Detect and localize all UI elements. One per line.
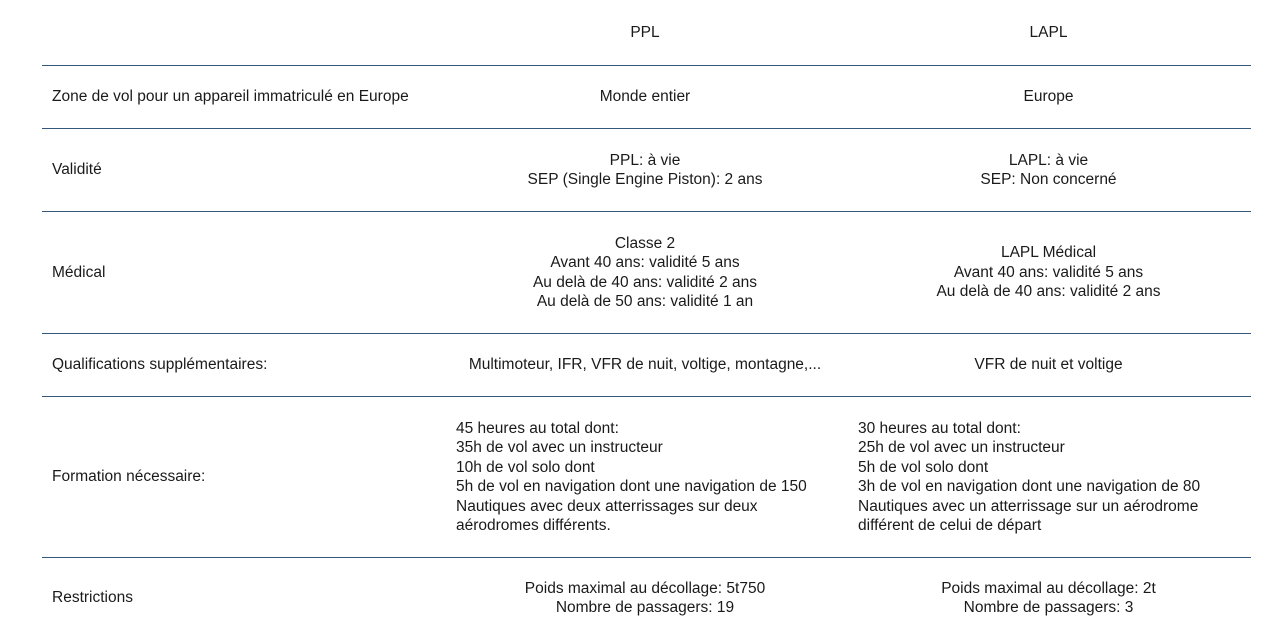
row-label: Qualifications supplémentaires:: [52, 356, 268, 374]
table-row-validite: [42, 129, 1251, 212]
ppl-cell: [444, 87, 846, 107]
lapl-cell: [846, 419, 1251, 536]
ppl-line: Multimoteur, IFR, VFR de nuit, voltige, montagne,...: [468, 356, 822, 374]
ppl-cell: [444, 234, 846, 312]
ppl-line: Nombre de passagers: 19: [555, 599, 735, 616]
ppl-line: Au delà de 40 ans: validité 2 ans: [532, 273, 758, 291]
row-label: Validité: [52, 161, 102, 179]
lapl-cell: [846, 243, 1251, 302]
ppl-line: SEP (Single Engine Piston): 2 ans: [527, 171, 763, 188]
table-row-zone: [42, 66, 1251, 129]
ppl-line: Avant 40 ans: validité 5 ans: [550, 254, 740, 271]
lapl-line: LAPL: à vie: [1008, 151, 1089, 169]
ppl-line: PPL: à vie: [609, 151, 681, 169]
ppl-line: 45 heures au total dont:: [456, 419, 619, 437]
lapl-cell: [846, 151, 1251, 190]
ppl-cell: [444, 355, 846, 375]
lapl-cell: [846, 579, 1251, 618]
ppl-line: 5h de vol en navigation dont une navigation de 150: [456, 478, 807, 495]
row-label: Formation nécessaire:: [52, 468, 206, 486]
lapl-line: LAPL Médical: [1000, 244, 1097, 262]
ppl-line: Monde entier: [599, 88, 691, 106]
table-row-medical: [42, 212, 1251, 334]
lapl-line: Avant 40 ans: validité 5 ans: [953, 263, 1144, 281]
ppl-line: aérodromes différents.: [456, 517, 611, 534]
lapl-cell: [846, 87, 1251, 107]
comparison-table: [42, 0, 1251, 638]
lapl-line: VFR de nuit et voltige: [974, 356, 1123, 374]
ppl-line: Au delà de 50 ans: validité 1 an: [536, 293, 754, 310]
table-row-formation: [42, 397, 1251, 558]
ppl-line: Classe 2: [614, 234, 676, 252]
table-header-row: [42, 0, 1251, 66]
lapl-line: 25h de vol avec un instructeur: [858, 439, 1065, 456]
ppl-line: Poids maximal au décollage: 5t750: [524, 579, 766, 597]
table-row-qualifications: [42, 334, 1251, 397]
lapl-line: 5h de vol solo dont: [858, 458, 989, 476]
ppl-cell: [444, 579, 846, 618]
lapl-line: Nautiques avec un atterrissage sur un aérodrome: [858, 497, 1199, 515]
row-label: Zone de vol pour un appareil immatriculé en Europe: [52, 88, 409, 106]
lapl-line: Nombre de passagers: 3: [963, 599, 1134, 616]
lapl-cell: [846, 355, 1251, 375]
lapl-line: différent de celui de départ: [858, 517, 1042, 534]
lapl-line: 3h de vol en navigation dont une navigation de 80: [858, 478, 1201, 495]
ppl-line: 10h de vol solo dont: [456, 458, 595, 476]
lapl-line: SEP: Non concerné: [980, 171, 1117, 188]
lapl-line: Au delà de 40 ans: validité 2 ans: [936, 283, 1161, 301]
ppl-cell: [444, 151, 846, 190]
table-row-restrictions: [42, 558, 1251, 638]
row-label: Médical: [52, 263, 106, 281]
lapl-line: Poids maximal au décollage: 2t: [941, 579, 1156, 597]
lapl-line: Europe: [1023, 88, 1074, 106]
header-ppl: PPL: [630, 23, 660, 41]
lapl-line: 30 heures au total dont:: [858, 419, 1021, 437]
ppl-line: 35h de vol avec un instructeur: [456, 439, 663, 456]
header-lapl: LAPL: [1029, 23, 1068, 41]
ppl-cell: [444, 419, 846, 536]
row-label: Restrictions: [52, 589, 133, 607]
ppl-line: Nautiques avec deux atterrissages sur deux: [456, 497, 758, 515]
